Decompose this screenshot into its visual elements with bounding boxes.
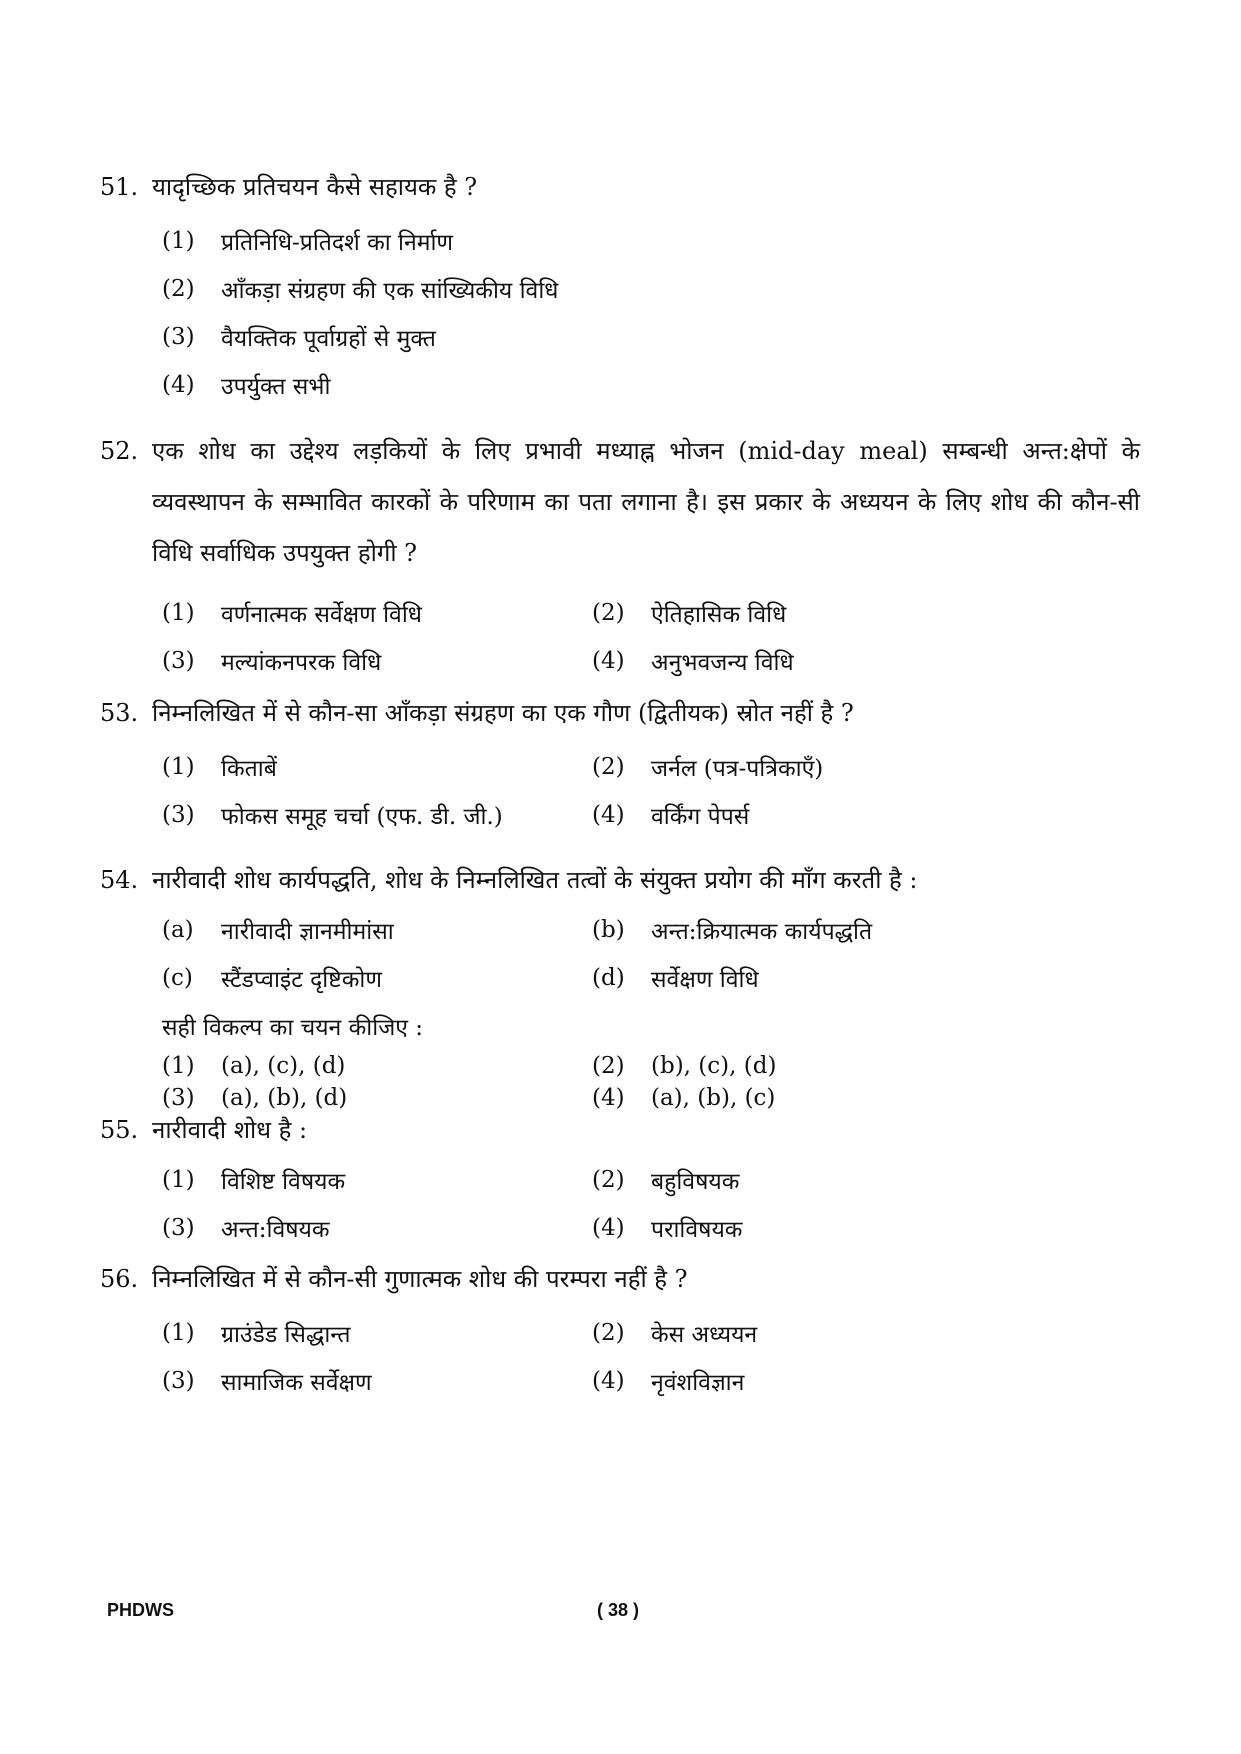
booklet-code: PHDWS: [107, 1600, 174, 1620]
option-number: (4): [592, 1215, 625, 1241]
option-text: फोकस समूह चर्चा (एफ. डी. जी.): [221, 804, 503, 830]
option-number: (1): [162, 228, 195, 254]
list-item: [162, 962, 592, 994]
option-text: उपर्युक्त सभी: [221, 374, 331, 400]
option-number: (4): [592, 1085, 625, 1111]
option[interactable]: [162, 1164, 592, 1196]
option-number: (4): [592, 802, 625, 828]
option-text: (a), (b), (c): [651, 1085, 776, 1111]
option-row: [162, 265, 1140, 313]
option[interactable]: [592, 1365, 744, 1397]
option-row: [162, 1357, 1140, 1405]
list-item: [592, 962, 759, 994]
question-56: [100, 1254, 1140, 1405]
option-text: प्रतिनिधि-प्रतिदर्श का निर्माण: [221, 230, 454, 256]
option-text: (b), (c), (d): [651, 1053, 777, 1079]
option-number: (1): [162, 1320, 195, 1346]
option-row: [162, 791, 1140, 839]
option-row: [162, 361, 1140, 409]
option-number: (2): [592, 1320, 625, 1346]
question-text: एक शोध का उद्देश्य लड़कियों के लिए प्रभावी मध्याह्न भोजन (mid-day meal) सम्बन्धी अन्त:क्षेपों के व्यवस्थापन के सम्भावित कारकों के परिणाम का पता लगाना है। इस प्रकार के अध्ययन के लिए शोध की कौन-सी विधि सर्वाधिक उपयुक्त होगी ?: [152, 437, 1140, 567]
option-number: (2): [592, 600, 625, 626]
option[interactable]: [592, 751, 823, 783]
question-text: निम्नलिखित में से कौन-सी गुणात्मक शोध की परम्परा नहीं है ?: [152, 1265, 688, 1293]
page-footer: [107, 1600, 1147, 1624]
option[interactable]: [162, 1365, 592, 1397]
list-item: [592, 914, 872, 946]
option-text: पराविषयक: [651, 1217, 743, 1243]
item-row: [162, 954, 1140, 1002]
option-text: अनुभवजन्य विधि: [651, 650, 794, 676]
option-number: (4): [592, 1368, 625, 1394]
option-number: (2): [162, 276, 195, 302]
option-text: नृवंशविज्ञान: [651, 1370, 745, 1396]
option-number: (2): [592, 1053, 625, 1079]
option-row: [162, 313, 1140, 361]
item-label: (c): [162, 965, 193, 991]
option-row: [162, 217, 1140, 265]
question-text: यादृच्छिक प्रतिचयन कैसे सहायक है ?: [152, 173, 478, 201]
option-text: (a), (c), (d): [221, 1053, 346, 1079]
option-text: वैयक्तिक पूर्वाग्रहों से मुक्त: [221, 326, 436, 352]
option-text: (a), (b), (d): [221, 1085, 348, 1111]
options-list: [162, 217, 1140, 409]
option-text: ग्राउंडेड सिद्धान्त: [221, 1322, 351, 1348]
option-text: वर्णनात्मक सर्वेक्षण विधि: [221, 602, 422, 628]
option-number: (1): [162, 1167, 195, 1193]
option-row: [162, 1204, 1140, 1252]
option-number: (4): [592, 648, 625, 674]
option[interactable]: [162, 751, 592, 783]
instruction-text: सही विकल्प का चयन कीजिए :: [162, 1015, 424, 1041]
option-number: (4): [162, 372, 195, 398]
item-text: अन्त:क्रियात्मक कार्यपद्धति: [651, 919, 873, 945]
question-number: 55.: [100, 1116, 139, 1144]
option-row: [162, 637, 1140, 685]
option[interactable]: [592, 1164, 739, 1196]
options-list: [162, 1309, 1140, 1405]
option[interactable]: [162, 597, 592, 629]
option-text: आँकड़ा संग्रहण की एक सांख्यिकीय विधि: [221, 278, 559, 304]
option[interactable]: [592, 1212, 742, 1244]
option[interactable]: [592, 1053, 776, 1079]
question-text: नारीवादी शोध है :: [152, 1116, 308, 1144]
option-text: किताबें: [221, 756, 277, 782]
option[interactable]: [162, 273, 558, 305]
option-number: (1): [162, 754, 195, 780]
item-text: सर्वेक्षण विधि: [651, 967, 759, 993]
option-text: बहुविषयक: [651, 1169, 740, 1195]
options-list: [162, 589, 1140, 685]
options-list: [162, 743, 1140, 839]
option-number: (3): [162, 324, 195, 350]
list-item: [162, 914, 592, 946]
option-number: (3): [162, 1215, 195, 1241]
option[interactable]: [592, 799, 749, 831]
option-text: केस अध्ययन: [651, 1322, 758, 1348]
page-number: ( 38 ): [597, 1600, 640, 1620]
options-list: [162, 1156, 1140, 1252]
item-row: [162, 906, 1140, 954]
option-number: (3): [162, 1368, 195, 1394]
option[interactable]: [162, 1212, 592, 1244]
option-row: [162, 1050, 1140, 1082]
item-text: स्टैंडप्वाइंट दृष्टिकोण: [221, 967, 382, 993]
option-text: सामाजिक सर्वेक्षण: [221, 1370, 372, 1396]
option[interactable]: [162, 1317, 592, 1349]
question-text: निम्नलिखित में से कौन-सा आँकड़ा संग्रहण का एक गौण (द्वितीयक) स्रोत नहीं है ?: [152, 699, 854, 727]
option-number: (3): [162, 802, 195, 828]
option-row: [162, 589, 1140, 637]
question-52: [100, 426, 1140, 685]
option-number: (2): [592, 1167, 625, 1193]
question-number: 54.: [100, 866, 139, 894]
option-text: अन्त:विषयक: [221, 1217, 330, 1243]
option-number: (1): [162, 1053, 195, 1079]
option-row: [162, 1156, 1140, 1204]
option-number: (3): [162, 648, 195, 674]
option-text: विशिष्ट विषयक: [221, 1169, 346, 1195]
option-number: (2): [592, 754, 625, 780]
question-51: [100, 162, 1140, 409]
option[interactable]: [162, 321, 436, 353]
option[interactable]: [162, 225, 453, 257]
option[interactable]: [592, 645, 794, 677]
question-53: [100, 688, 1140, 839]
item-label: (a): [162, 917, 194, 943]
option[interactable]: [162, 645, 592, 677]
option[interactable]: [162, 369, 330, 401]
question-54: [100, 855, 1140, 1114]
option-number: (1): [162, 600, 195, 626]
option-row: [162, 743, 1140, 791]
question-number: 51.: [100, 173, 139, 201]
item-label: (d): [592, 965, 625, 991]
option[interactable]: [592, 1317, 757, 1349]
question-number: 56.: [100, 1265, 139, 1293]
option-text: जर्नल (पत्र-पत्रिकाएँ): [651, 756, 824, 782]
option-number: (3): [162, 1085, 195, 1111]
option-row: [162, 1309, 1140, 1357]
option-text: ऐतिहासिक विधि: [651, 602, 787, 628]
question-text: नारीवादी शोध कार्यपद्धति, शोध के निम्नलिखित तत्वों के संयुक्त प्रयोग की माँग करती है :: [152, 866, 918, 894]
item-text: नारीवादी ज्ञानमीमांसा: [221, 919, 394, 945]
item-label: (b): [592, 917, 625, 943]
question-55: [100, 1105, 1140, 1252]
option[interactable]: [592, 597, 786, 629]
question-number: 52.: [100, 437, 139, 465]
option-text: वर्किंग पेपर्स: [651, 804, 750, 830]
option[interactable]: [162, 799, 592, 831]
question-number: 53.: [100, 699, 139, 727]
items-list: [162, 906, 1140, 1114]
option-text: मल्यांकनपरक विधि: [221, 650, 382, 676]
option[interactable]: [162, 1053, 592, 1079]
